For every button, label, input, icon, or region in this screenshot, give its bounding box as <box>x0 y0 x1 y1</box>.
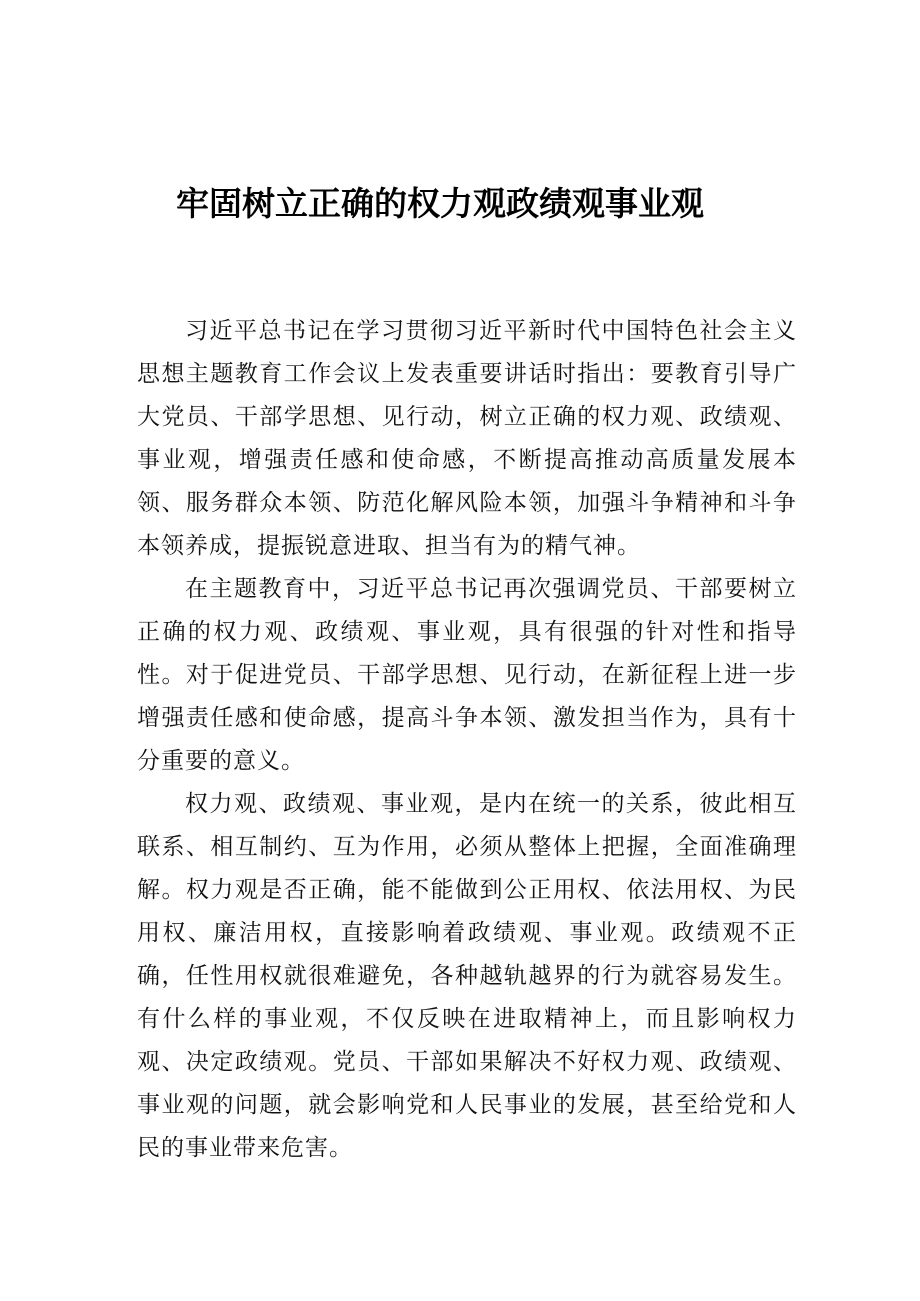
paragraph-3: 权力观、政绩观、事业观，是内在统一的关系，彼此相互联系、相互制约、互为作用，必须从整体上把握，全面准确理解。权力观是否正确，能不能做到公正用权、依法用权、为民用权、廉洁用权，直接影响着政绩观、事业观。政绩观不正确，任性用权就很难避免，各种越轨越界的行为就容易发生。有什么样的事业观，不仅反映在进取精神上，而且影响权力观、决定政绩观。党员、干部如果解决不好权力观、政绩观、事业观的问题，就会影响党和人民事业的发展，甚至给党和人民的事业带来危害。 <box>137 791 797 1161</box>
paragraph-2: 在主题教育中，习近平总书记再次强调党员、干部要树立正确的权力观、政绩观、事业观，具有很强的针对性和指导性。对于促进党员、干部学思想、见行动，在新征程上进一步增强责任感和使命感，提高斗争本领、激发担当作为，具有十分重要的意义。 <box>137 576 797 774</box>
document-body <box>137 310 797 1170</box>
paragraph-1: 习近平总书记在学习贯彻习近平新时代中国特色社会主义思想主题教育工作会议上发表重要讲话时指出：要教育引导广大党员、干部学思想、见行动，树立正确的权力观、政绩观、事业观，增强责任感和使命感，不断提高推动高质量发展本领、服务群众本领、防范化解风险本领，加强斗争精神和斗争本领养成，提振锐意进取、担当有为的精气神。 <box>137 318 797 559</box>
document-title: 牢固树立正确的权力观政绩观事业观 <box>176 184 704 223</box>
